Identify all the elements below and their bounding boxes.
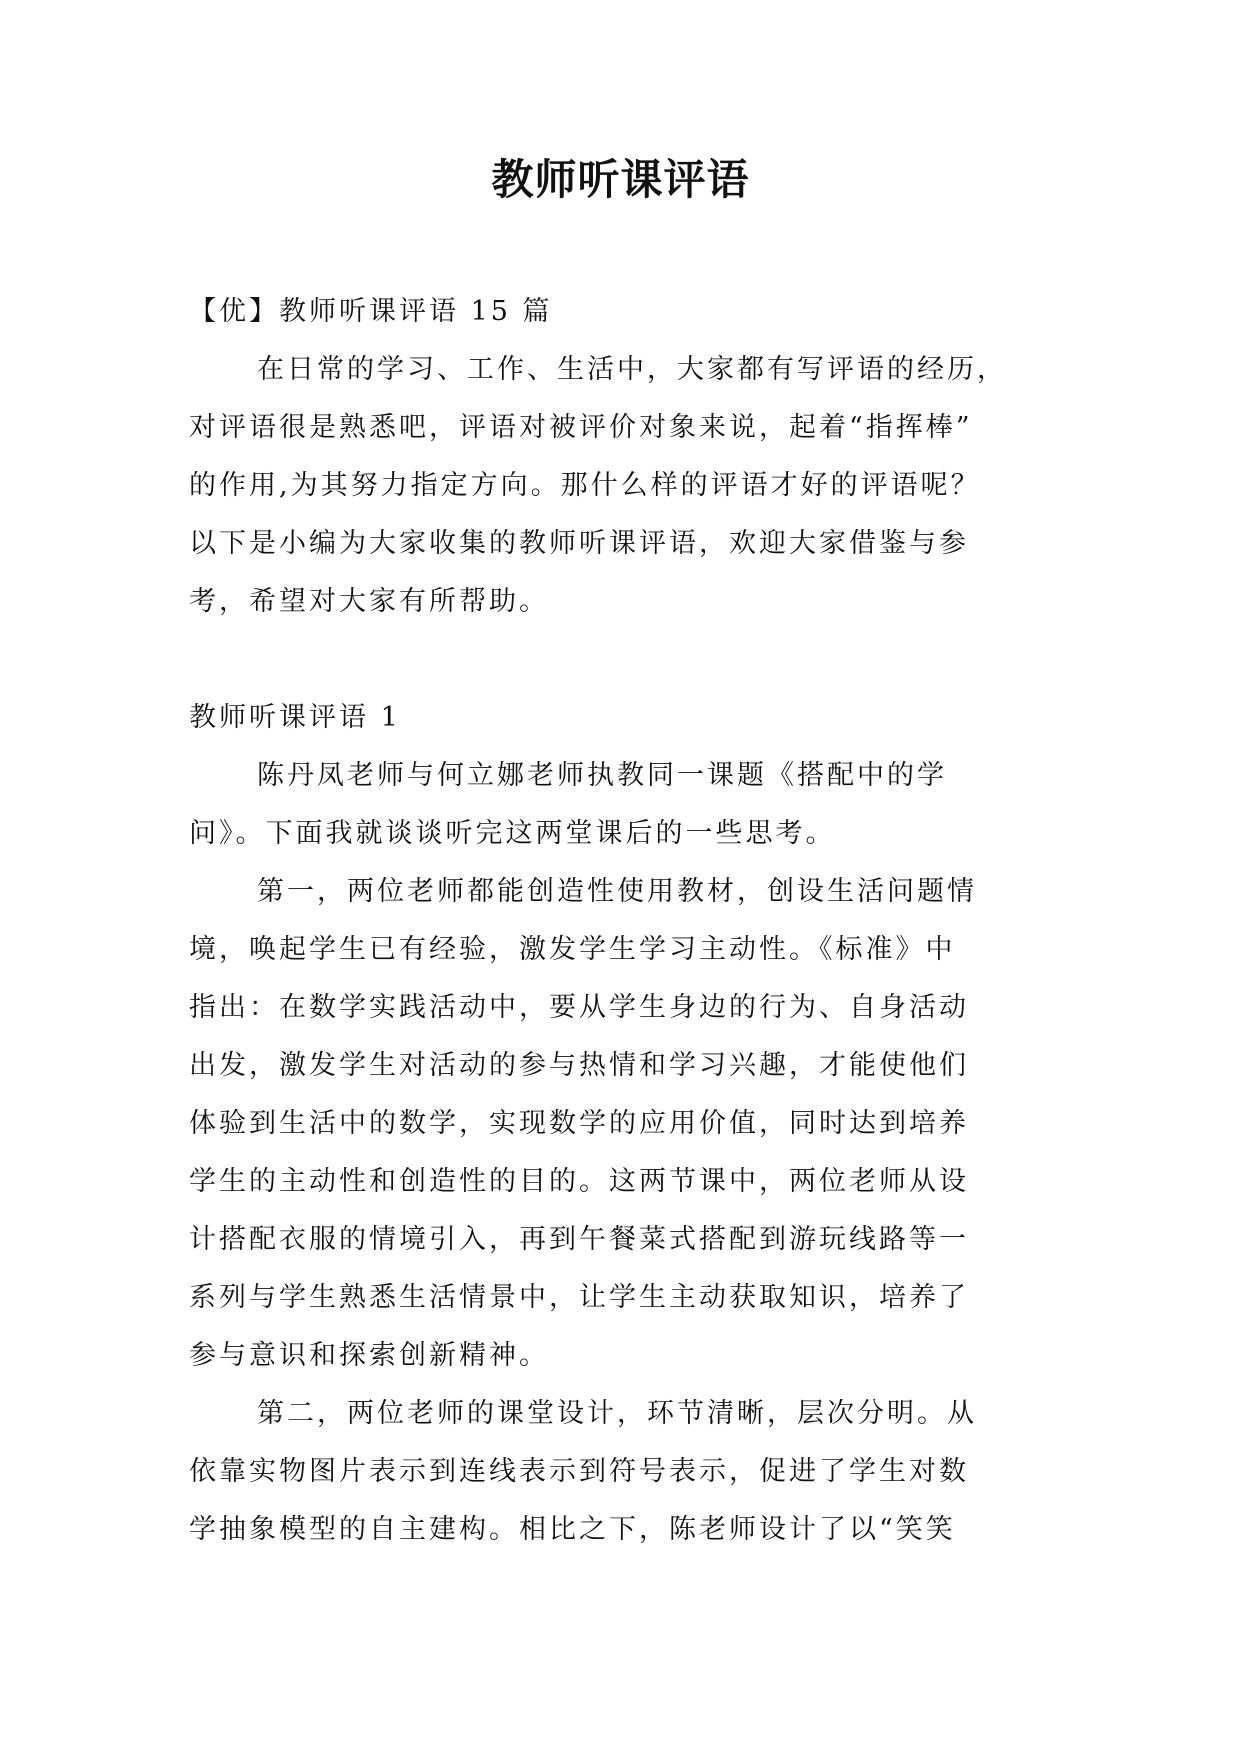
intro-line: 在日常的学习、工作、生活中，大家都有写评语的经历， — [257, 354, 1007, 385]
paragraph-line: 学抽象模型的自主建构。相比之下，陈老师设计了以“笑笑 — [189, 1514, 956, 1545]
intro-line: 的作用,为其努力指定方向。那什么样的评语才好的评语呢？ — [189, 470, 981, 501]
paragraph-line: 依靠实物图片表示到连线表示到符号表示，促进了学生对数 — [189, 1456, 969, 1487]
paragraph-line: 参与意识和探索创新精神。 — [189, 1340, 549, 1371]
intro-line: 以下是小编为大家收集的教师听课评语，欢迎大家借鉴与参 — [189, 528, 969, 559]
paragraph-line: 学生的主动性和创造性的目的。这两节课中，两位老师从设 — [189, 1166, 969, 1197]
paragraph-line: 第一，两位老师都能创造性使用教材，创设生活问题情 — [257, 876, 977, 907]
paragraph-line: 境，唤起学生已有经验，激发学生学习主动性。《标准》中 — [189, 934, 956, 965]
paragraph-line: 指出：在数学实践活动中，要从学生身边的行为、自身活动 — [189, 992, 969, 1023]
document-body — [189, 283, 1053, 1559]
intro-line: 对评语很是熟悉吧，评语对被评价对象来说，起着“指挥棒” — [189, 412, 973, 443]
paragraph-line: 第二，两位老师的课堂设计，环节清晰，层次分明。从 — [257, 1398, 977, 1429]
paragraph-spacer — [189, 631, 1053, 689]
paragraph-line: 体验到生活中的数学，实现数学的应用价值，同时达到培养 — [189, 1108, 969, 1139]
section-heading: 教师听课评语 1 — [189, 702, 401, 733]
paragraph-line: 问》。下面我就谈谈听完这两堂课后的一些思考。 — [189, 818, 836, 849]
paragraph-line: 出发，激发学生对活动的参与热情和学习兴趣，才能使他们 — [189, 1050, 969, 1081]
intro-line: 考，希望对大家有所帮助。 — [189, 586, 549, 617]
paragraph-line: 计搭配衣服的情境引入，再到午餐菜式搭配到游玩线路等一 — [189, 1224, 969, 1255]
paragraph-line: 系列与学生熟悉生活情景中，让学生主动获取知识，培养了 — [189, 1282, 969, 1313]
paragraph-line: 陈丹凤老师与何立娜老师执教同一课题《搭配中的学 — [257, 760, 947, 791]
document-title: 教师听课评语 — [491, 155, 750, 204]
document-subtitle: 【优】教师听课评语 15 篇 — [189, 296, 553, 327]
